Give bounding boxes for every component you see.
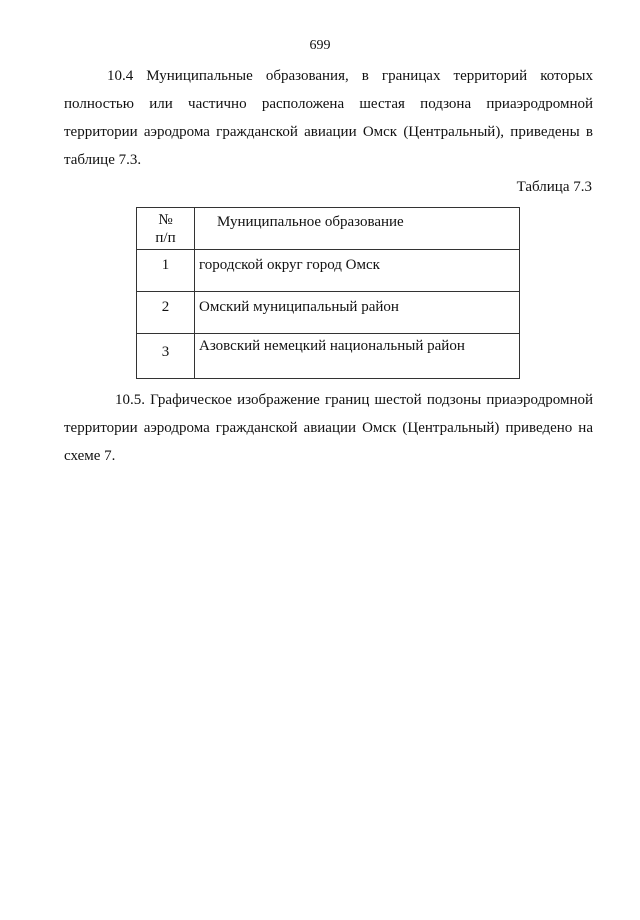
paragraph-10-5 (64, 386, 593, 470)
row-number: 1 (137, 250, 195, 292)
column-header-number-line1: № (158, 211, 173, 228)
row-name: городской округ город Омск (195, 250, 520, 292)
table-row (137, 250, 520, 292)
row-name: Азовский немецкий национальный район (195, 334, 520, 379)
paragraph-line: 10.5. Графическое изображение границ шестой подзоны приаэродромной (115, 392, 593, 408)
paragraph-line: 10.4 Муниципальные образования, в границах территорий которых (107, 68, 593, 84)
page-number: 699 (309, 38, 331, 53)
paragraph-line: схеме 7. (64, 448, 116, 464)
paragraph-10-4 (64, 62, 593, 174)
table-header-row (137, 208, 520, 250)
paragraph-line: территории аэродрома гражданской авиации Омск (Центральный), приведены в (64, 124, 593, 140)
column-header-name: Муниципальное образование (195, 208, 520, 250)
table-row (137, 292, 520, 334)
paragraph-line: полностью или частично расположена шестая подзона приаэродромной (64, 96, 593, 112)
paragraph-line: таблице 7.3. (64, 152, 142, 168)
paragraph-line: территории аэродрома гражданской авиации Омск (Центральный) приведено на (64, 420, 593, 436)
row-number: 2 (137, 292, 195, 334)
row-number: 3 (137, 334, 195, 379)
table-caption: Таблица 7.3 (516, 179, 592, 195)
column-header-number (137, 208, 195, 250)
municipalities-table (136, 207, 520, 379)
row-name: Омский муниципальный район (195, 292, 520, 334)
column-header-number-line2: п/п (155, 229, 176, 246)
table-row (137, 334, 520, 379)
